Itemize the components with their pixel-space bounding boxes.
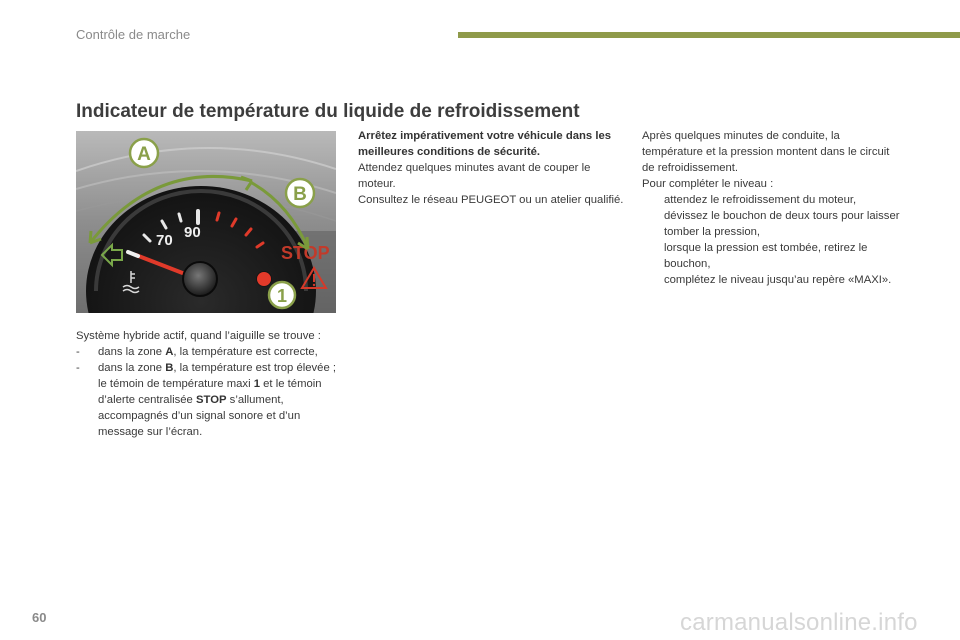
bullet-icon (642, 272, 664, 288)
watermark: carmanualsonline.info (680, 609, 918, 636)
gauge-figure (76, 131, 336, 313)
dash: - (76, 346, 80, 358)
safety-warning: Arrêtez impérativement votre véhicule dans les meilleures conditions de sécurité. (358, 130, 612, 158)
bullet-icon (642, 240, 664, 272)
list-item: attendez le refroidissement du moteur, (642, 192, 902, 208)
intro-line: Système hybride actif, quand l’aiguille se trouve : (76, 330, 321, 342)
warning-column (358, 128, 628, 208)
list-item: lorsque la pression est tombée, retirez le bouchon, (642, 240, 902, 272)
svg-text:A: A (137, 144, 151, 165)
page-number: 60 (32, 610, 47, 625)
list-item: dévissez le bouchon de deux tours pour laisser tomber la pression, (642, 208, 902, 240)
gauge-hub (183, 262, 217, 296)
consult-paragraph: Consultez le réseau PEUGEOT ou un atelier qualifié. (358, 194, 624, 206)
list-item: - dans la zone A, la température est correcte, (76, 346, 318, 358)
svg-text:1: 1 (276, 286, 288, 306)
pressure-paragraph: Après quelques minutes de conduite, la température et la pression montent dans le circuit de refroidissement. (642, 130, 890, 174)
label-1-badge (269, 282, 295, 308)
list-item: complétez le niveau jusqu’au repère «MAXI». (642, 272, 902, 288)
stop-warning-text: STOP (281, 243, 330, 263)
dash: - (76, 362, 80, 374)
main-heading: Indicateur de température du liquide de refroidissement (76, 101, 580, 122)
section-title: Contrôle de marche (76, 27, 191, 42)
top-up-intro: Pour compléter le niveau : (642, 178, 774, 190)
bullet-icon (642, 192, 664, 208)
label-a-badge (130, 139, 158, 167)
gauge-70: 70 (156, 232, 173, 249)
hybrid-system-text (76, 328, 346, 440)
bullet-icon (642, 208, 664, 240)
gauge-90: 90 (184, 224, 201, 241)
label-b-badge (286, 179, 314, 207)
svg-text:B: B (293, 184, 307, 205)
top-up-column (642, 128, 902, 288)
header-accent-bar (458, 32, 960, 38)
wait-paragraph: Attendez quelques minutes avant de couper le moteur. (358, 162, 591, 190)
list-item: - dans la zone B, la température est trop élevée ; le témoin de température maxi 1 et le témoin d’alerte centralisée STOP s’allument, accompagnés d’un signal sonore et d’un message sur l’écran. (76, 362, 337, 438)
